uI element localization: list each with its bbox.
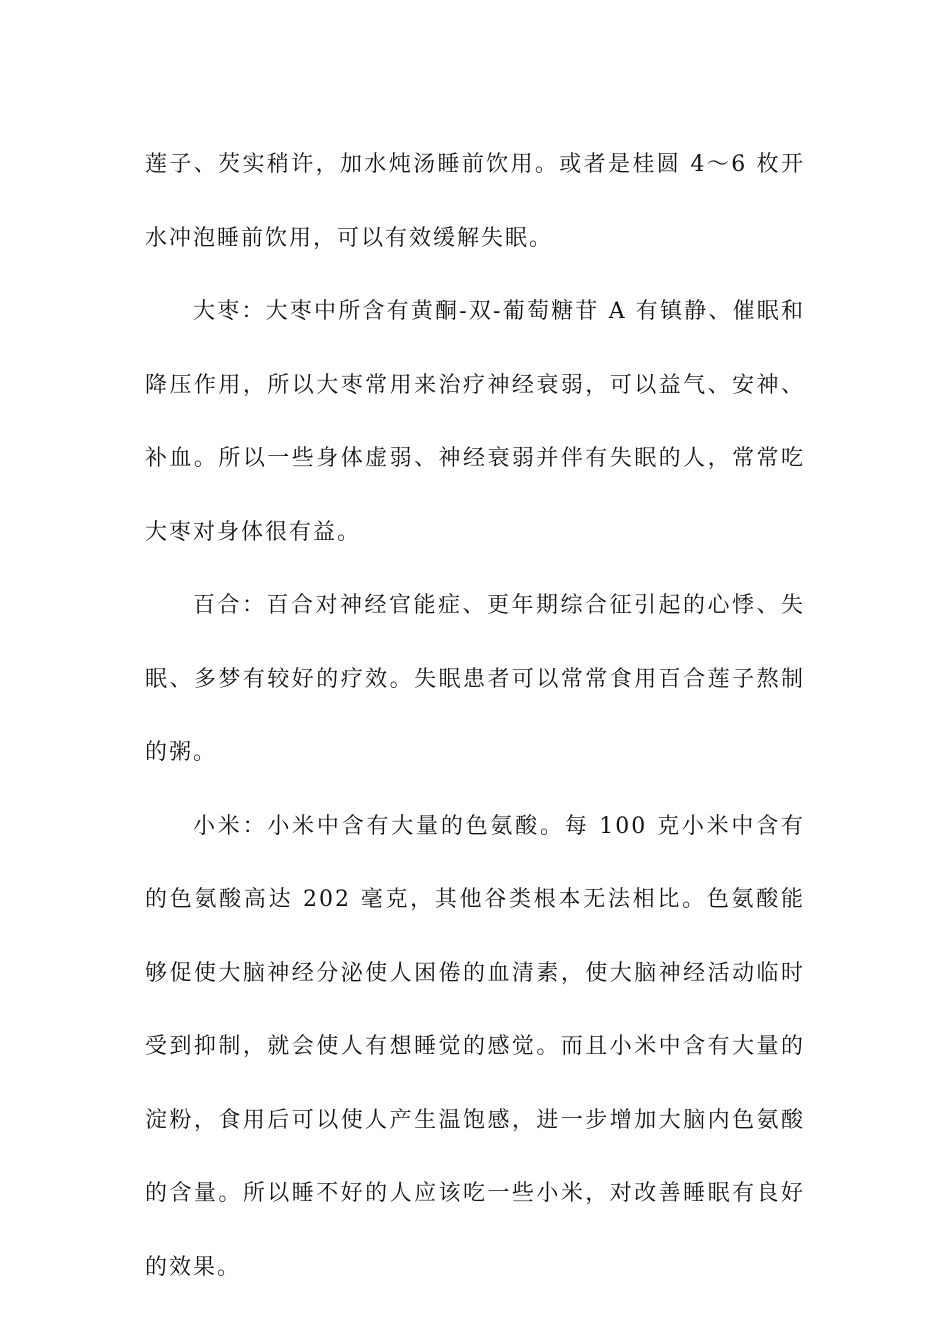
- paragraph-lotus-seed: 莲子、芡实稍许，加水炖汤睡前饮用。或者是桂圆 4～6 枚开水冲泡睡前饮用，可以有效缓解失眠。: [145, 152, 805, 251]
- paragraph-millet: 小米：小米中含有大量的色氨酸。每 100 克小米中含有的色氨酸高达 202 毫克，其他谷类根本无法相比。色氨酸能够促使大脑神经分泌使人困倦的血清素，使大脑神经活动临时受到抑制，就会使人有想睡觉的感觉。而且小米中含有大量的淀粉，食用后可以使人产生温饱感，进一步增加大脑内色氨酸的含量。所以睡不好的人应该吃一些小米，对改善睡眠有良好的效果。: [145, 813, 805, 1280]
- paragraph-lily: 百合：百合对神经官能症、更年期综合征引起的心悸、失眠、多梦有较好的疗效。失眠患者可以常常食用百合莲子熬制的粥。: [145, 593, 805, 765]
- document-body: [145, 128, 805, 1304]
- paragraph-jujube: 大枣：大枣中所含有黄酮-双-葡萄糖苷 A 有镇静、催眠和降压作用，所以大枣常用来治疗神经衰弱，可以益气、安神、补血。所以一些身体虚弱、神经衰弱并伴有失眠的人，常常吃大枣对身体很有益。: [145, 299, 805, 545]
